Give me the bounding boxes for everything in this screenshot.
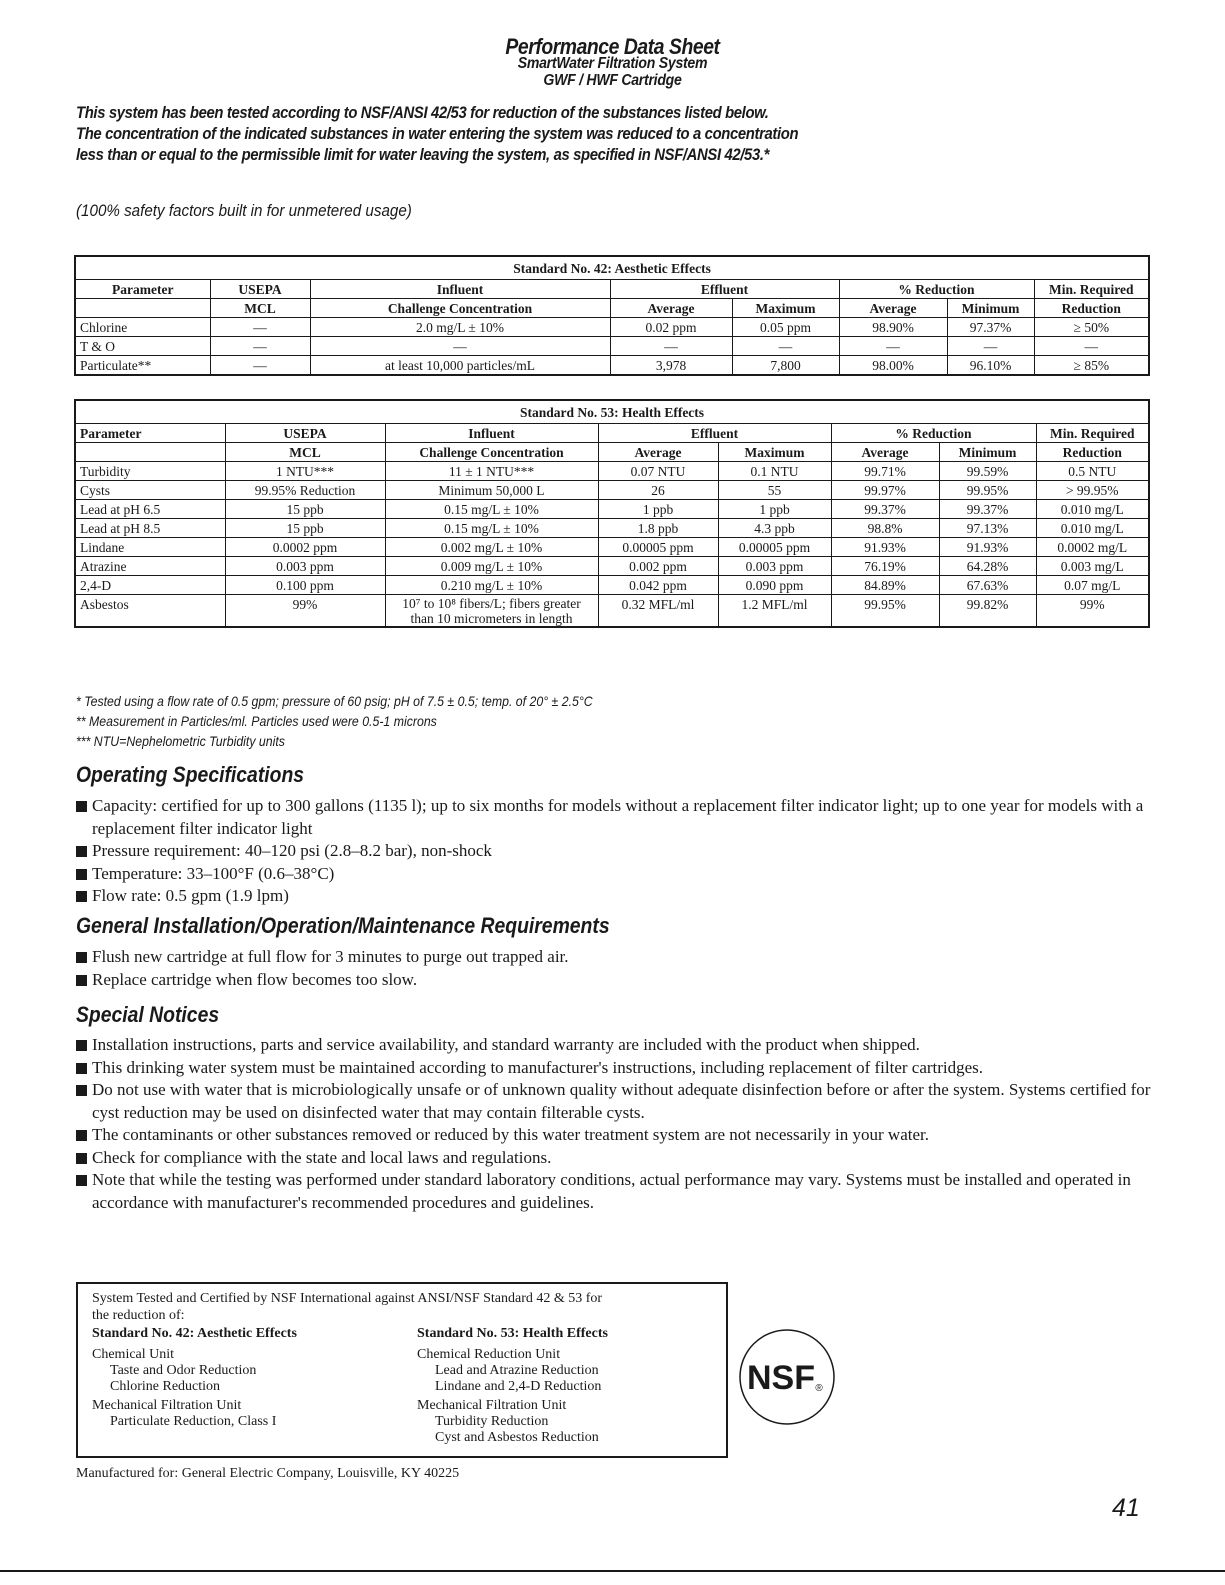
parameter-cell: Particulate** <box>75 356 210 376</box>
value-cell: 1.2 MFL/ml <box>718 595 831 628</box>
header-parameter: Parameter <box>75 280 210 299</box>
special-notices-heading: Special Notices <box>76 1002 220 1027</box>
value-cell: 0.210 mg/L ± 10% <box>385 576 598 595</box>
value-cell: ≥ 50% <box>1034 318 1149 337</box>
value-cell: 0.010 mg/L <box>1036 519 1149 538</box>
value-cell: > 99.95% <box>1036 481 1149 500</box>
cartridge-subtitle: GWF / HWF Cartridge <box>543 72 682 89</box>
list-item: Do not use with water that is microbiologically unsafe or of unknown quality without adequate disinfection before or after the system. Systems certified for cyst reduction may be used on disinfected water that may contain filterable cysts. <box>76 1079 1156 1124</box>
value-cell: 0.15 mg/L ± 10% <box>385 519 598 538</box>
value-cell: 0.002 mg/L ± 10% <box>385 538 598 557</box>
value-cell: 99.82% <box>939 595 1036 628</box>
general-requirements-heading: General Installation/Operation/Maintenance Requirements <box>76 913 610 938</box>
bottom-rule <box>0 1570 1225 1572</box>
value-cell: 0.100 ppm <box>225 576 385 595</box>
value-cell: — <box>610 337 732 356</box>
header-challenge: Challenge Concentration <box>310 299 610 318</box>
manufacturer-line: Manufactured for: General Electric Company, Louisville, KY 40225 <box>76 1466 460 1481</box>
list-item: Pressure requirement: 40–120 psi (2.8–8.2 bar), non-shock <box>76 840 1156 863</box>
cert-item: Cyst and Asbestos Reduction <box>435 1430 599 1445</box>
value-cell: 55 <box>718 481 831 500</box>
header-usepa: USEPA <box>210 280 310 299</box>
value-cell: 0.05 ppm <box>732 318 839 337</box>
value-cell: 76.19% <box>831 557 939 576</box>
footnote-particles: ** Measurement in Particles/ml. Particles used were 0.5-1 microns <box>76 713 437 729</box>
value-cell: 3,978 <box>610 356 732 376</box>
value-cell: ≥ 85% <box>1034 356 1149 376</box>
header-reduction-word: Reduction <box>1036 443 1149 462</box>
cert-item: Chemical Reduction Unit <box>417 1347 561 1362</box>
value-cell: — <box>1034 337 1149 356</box>
bullet-square-icon <box>76 891 87 902</box>
value-cell: 10⁷ to 10⁸ fibers/L; fibers greater than 10 micrometers in length <box>385 595 598 628</box>
table-row <box>75 318 1149 337</box>
table-row <box>75 595 1149 628</box>
value-cell: 0.07 NTU <box>598 462 718 481</box>
cert-item: Mechanical Filtration Unit <box>92 1398 242 1413</box>
value-cell: 0.5 NTU <box>1036 462 1149 481</box>
intro-line: less than or equal to the permissible limit for water leaving the system, as specified in NSF/ANSI 42/53.* <box>76 146 770 164</box>
bullet-square-icon <box>76 1153 87 1164</box>
value-cell: 26 <box>598 481 718 500</box>
value-cell: 98.8% <box>831 519 939 538</box>
table-row <box>75 500 1149 519</box>
parameter-cell: Lindane <box>75 538 225 557</box>
header-min-required: Min. Required <box>1034 280 1149 299</box>
header-parameter: Parameter <box>75 424 225 443</box>
header-min-required: Min. Required <box>1036 424 1149 443</box>
value-cell: 1 ppb <box>718 500 831 519</box>
bullet-square-icon <box>76 846 87 857</box>
value-cell: 98.00% <box>839 356 947 376</box>
value-cell: — <box>310 337 610 356</box>
cert-item: Turbidity Reduction <box>435 1414 549 1429</box>
nsf-logo-text: NSF <box>747 1359 815 1397</box>
value-cell: — <box>947 337 1034 356</box>
value-cell: 7,800 <box>732 356 839 376</box>
value-cell: 99.95% <box>939 481 1036 500</box>
value-cell: 96.10% <box>947 356 1034 376</box>
header-red-average: Average <box>831 443 939 462</box>
standard-42-table <box>74 255 1150 376</box>
bullet-square-icon <box>76 952 87 963</box>
parameter-cell: Lead at pH 8.5 <box>75 519 225 538</box>
list-item: Temperature: 33–100°F (0.6–38°C) <box>76 863 1156 886</box>
header-influent: Influent <box>385 424 598 443</box>
table-row <box>75 356 1149 376</box>
cert-item: Taste and Odor Reduction <box>110 1363 257 1378</box>
intro-paragraph <box>76 103 1156 166</box>
parameter-cell: Lead at pH 6.5 <box>75 500 225 519</box>
intro-line: The concentration of the indicated substances in water entering the system was reduced to a concentration <box>76 125 799 143</box>
operating-specifications-heading: Operating Specifications <box>76 762 305 787</box>
value-cell: 0.009 mg/L ± 10% <box>385 557 598 576</box>
list-item: Capacity: certified for up to 300 gallons (1135 l); up to six months for models without a replacement filter indicator light; up to one year for models with a replacement filter indicator light <box>76 795 1156 840</box>
certification-box <box>76 1282 728 1458</box>
cert-item: Chemical Unit <box>92 1347 175 1362</box>
parameter-cell: Chlorine <box>75 318 210 337</box>
value-cell: 99.59% <box>939 462 1036 481</box>
value-cell: 0.00005 ppm <box>598 538 718 557</box>
value-cell: 99% <box>225 595 385 628</box>
value-cell: 99.71% <box>831 462 939 481</box>
value-cell: 64.28% <box>939 557 1036 576</box>
page-number: 41 <box>1112 1494 1140 1522</box>
value-cell: 1 ppb <box>598 500 718 519</box>
bullet-square-icon <box>76 1085 87 1096</box>
value-cell: — <box>210 356 310 376</box>
cert-std53-heading: Standard No. 53: Health Effects <box>417 1326 608 1341</box>
value-cell: 99.37% <box>939 500 1036 519</box>
value-cell: 97.13% <box>939 519 1036 538</box>
parameter-cell: Turbidity <box>75 462 225 481</box>
list-item: This drinking water system must be maintained according to manufacturer's instructions, including replacement of filter cartridges. <box>76 1057 1156 1080</box>
value-cell: 11 ± 1 NTU*** <box>385 462 598 481</box>
table-row <box>75 538 1149 557</box>
value-cell: at least 10,000 particles/mL <box>310 356 610 376</box>
value-cell: 99.37% <box>831 500 939 519</box>
value-cell: 0.003 ppm <box>718 557 831 576</box>
value-cell: — <box>210 337 310 356</box>
list-item: Check for compliance with the state and local laws and regulations. <box>76 1147 1156 1170</box>
value-cell: 99.95% <box>831 595 939 628</box>
cert-item: Lindane and 2,4-D Reduction <box>435 1379 602 1394</box>
value-cell: 0.002 ppm <box>598 557 718 576</box>
value-cell: 0.15 mg/L ± 10% <box>385 500 598 519</box>
header-eff-maximum: Maximum <box>732 299 839 318</box>
value-cell: 0.1 NTU <box>718 462 831 481</box>
bullet-square-icon <box>76 801 87 812</box>
standard-53-table <box>74 399 1150 628</box>
cert-item: Particulate Reduction, Class I <box>110 1414 277 1429</box>
table-caption: Standard No. 42: Aesthetic Effects <box>75 256 1149 280</box>
header-reduction-word: Reduction <box>1034 299 1149 318</box>
parameter-cell: Asbestos <box>75 595 225 628</box>
table-caption: Standard No. 53: Health Effects <box>75 400 1149 424</box>
value-cell: 4.3 ppb <box>718 519 831 538</box>
cert-intro: the reduction of: <box>92 1308 185 1323</box>
value-cell: 0.003 mg/L <box>1036 557 1149 576</box>
bullet-square-icon <box>76 975 87 986</box>
bullet-square-icon <box>76 1175 87 1186</box>
table-row <box>75 481 1149 500</box>
cert-intro: System Tested and Certified by NSF International against ANSI/NSF Standard 42 & 53 for <box>92 1291 603 1306</box>
header-reduction: % Reduction <box>839 280 1034 299</box>
list-item: Installation instructions, parts and service availability, and standard warranty are included with the product when shipped. <box>76 1034 1156 1057</box>
cert-std42-heading: Standard No. 42: Aesthetic Effects <box>92 1326 297 1341</box>
header-challenge: Challenge Concentration <box>385 443 598 462</box>
value-cell: Minimum 50,000 L <box>385 481 598 500</box>
value-cell: 99.97% <box>831 481 939 500</box>
parameter-cell: Cysts <box>75 481 225 500</box>
value-cell: 0.07 mg/L <box>1036 576 1149 595</box>
value-cell: 0.010 mg/L <box>1036 500 1149 519</box>
table-row <box>75 519 1149 538</box>
header-parameter-blank <box>75 299 210 318</box>
header-red-minimum: Minimum <box>939 443 1036 462</box>
list-item: Flow rate: 0.5 gpm (1.9 lpm) <box>76 885 1156 908</box>
general-requirements-list <box>76 946 1156 991</box>
value-cell: 84.89% <box>831 576 939 595</box>
header-mcl: MCL <box>225 443 385 462</box>
operating-specifications-list <box>76 795 1156 908</box>
header-red-average: Average <box>839 299 947 318</box>
cert-item: Mechanical Filtration Unit <box>417 1398 567 1413</box>
value-cell: 15 ppb <box>225 500 385 519</box>
footnote-ntu: *** NTU=Nephelometric Turbidity units <box>76 733 285 749</box>
header-red-minimum: Minimum <box>947 299 1034 318</box>
value-cell: 15 ppb <box>225 519 385 538</box>
list-item: Note that while the testing was performed under standard laboratory conditions, actual performance may vary. Systems must be installed and operated in accordance with manufacturer's recommended procedures and guidelines. <box>76 1169 1156 1214</box>
safety-factor-note: (100% safety factors built in for unmetered usage) <box>76 202 412 220</box>
value-cell: — <box>839 337 947 356</box>
value-cell: 0.32 MFL/ml <box>598 595 718 628</box>
list-item: Replace cartridge when flow becomes too slow. <box>76 969 1156 992</box>
table-row <box>75 576 1149 595</box>
header-effluent: Effluent <box>610 280 839 299</box>
page-title: Performance Data Sheet <box>505 34 720 59</box>
registered-mark: ® <box>815 1383 823 1394</box>
bullet-square-icon <box>76 1063 87 1074</box>
cert-item: Lead and Atrazine Reduction <box>435 1363 599 1378</box>
value-cell: 0.003 ppm <box>225 557 385 576</box>
table-row <box>75 557 1149 576</box>
header-effluent: Effluent <box>598 424 831 443</box>
special-notices-list <box>76 1034 1156 1214</box>
nsf-logo-icon <box>737 1327 837 1427</box>
table-row <box>75 337 1149 356</box>
value-cell: 1 NTU*** <box>225 462 385 481</box>
header-eff-average: Average <box>610 299 732 318</box>
header-eff-maximum: Maximum <box>718 443 831 462</box>
list-item: Flush new cartridge at full flow for 3 minutes to purge out trapped air. <box>76 946 1156 969</box>
parameter-cell: T & O <box>75 337 210 356</box>
value-cell: 0.090 ppm <box>718 576 831 595</box>
value-cell: — <box>732 337 839 356</box>
header-reduction: % Reduction <box>831 424 1036 443</box>
bullet-square-icon <box>76 869 87 880</box>
bullet-square-icon <box>76 1040 87 1051</box>
header-usepa: USEPA <box>225 424 385 443</box>
value-cell: 91.93% <box>939 538 1036 557</box>
value-cell: 67.63% <box>939 576 1036 595</box>
header-mcl: MCL <box>210 299 310 318</box>
value-cell: 91.93% <box>831 538 939 557</box>
value-cell: — <box>210 318 310 337</box>
header-eff-average: Average <box>598 443 718 462</box>
page-subtitle: SmartWater Filtration System <box>517 55 708 72</box>
parameter-cell: 2,4-D <box>75 576 225 595</box>
header-parameter-blank <box>75 443 225 462</box>
list-item: The contaminants or other substances removed or reduced by this water treatment system are not necessarily in your water. <box>76 1124 1156 1147</box>
table-row <box>75 462 1149 481</box>
value-cell: 0.00005 ppm <box>718 538 831 557</box>
value-cell: 0.0002 mg/L <box>1036 538 1149 557</box>
value-cell: 0.042 ppm <box>598 576 718 595</box>
value-cell: 0.02 ppm <box>610 318 732 337</box>
parameter-cell: Atrazine <box>75 557 225 576</box>
value-cell: 99.95% Reduction <box>225 481 385 500</box>
footnote-test-conditions: * Tested using a flow rate of 0.5 gpm; pressure of 60 psig; pH of 7.5 ± 0.5; temp. of 20° ± 2.5°C <box>76 693 593 709</box>
intro-line: This system has been tested according to NSF/ANSI 42/53 for reduction of the substances listed below. <box>76 104 769 122</box>
value-cell: 98.90% <box>839 318 947 337</box>
value-cell: 0.0002 ppm <box>225 538 385 557</box>
value-cell: 99% <box>1036 595 1149 628</box>
value-cell: 2.0 mg/L ± 10% <box>310 318 610 337</box>
value-cell: 97.37% <box>947 318 1034 337</box>
value-cell: 1.8 ppb <box>598 519 718 538</box>
bullet-square-icon <box>76 1130 87 1141</box>
cert-item: Chlorine Reduction <box>110 1379 221 1394</box>
header-influent: Influent <box>310 280 610 299</box>
